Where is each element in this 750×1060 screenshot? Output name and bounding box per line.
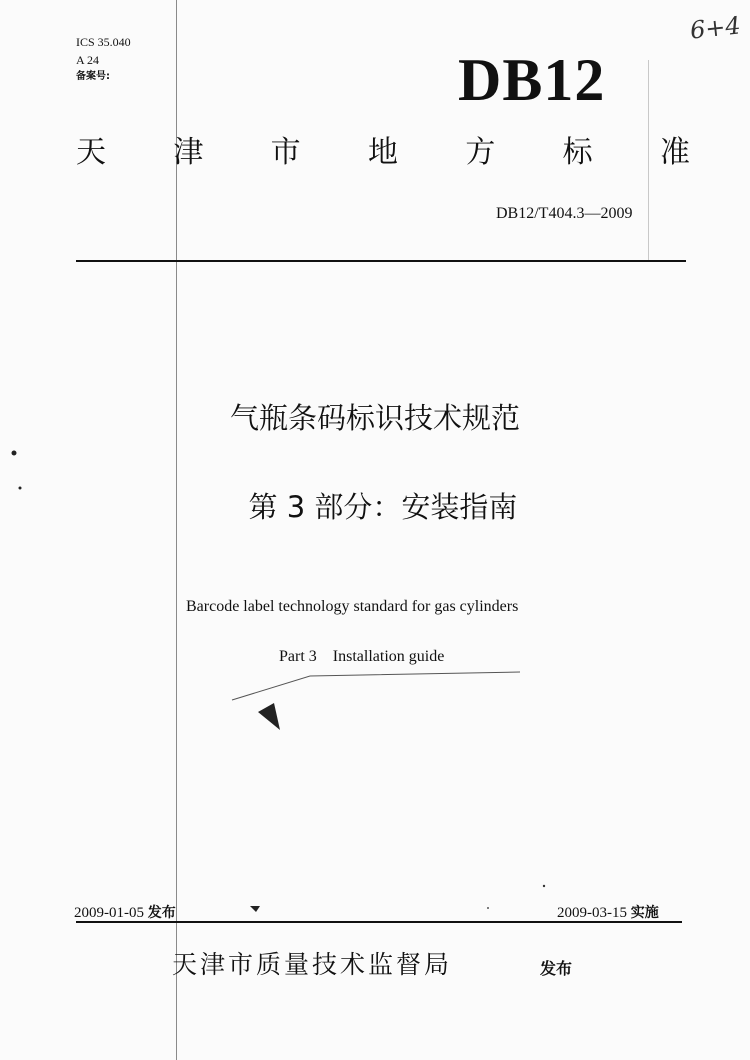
footer-divider xyxy=(76,921,682,923)
publisher-name: 天津市质量技术监督局 xyxy=(172,950,453,979)
ccs-code: A 24 xyxy=(76,53,100,67)
standard-type-char: 市 xyxy=(270,135,301,170)
standard-number: DB12/T404.3—2009 xyxy=(496,205,633,222)
standard-type-char: 天 xyxy=(76,135,106,170)
standard-type-char: 地 xyxy=(367,135,398,170)
title-cn: 气瓶条码标识技术规范 xyxy=(229,401,520,435)
part-number: Part 3 xyxy=(279,648,317,665)
implement-date-value: 2009-03-15 xyxy=(557,905,627,921)
standard-type-char: 方 xyxy=(465,135,496,170)
title-en: Barcode label technology standard for gas cylinders xyxy=(186,598,519,615)
publish-date xyxy=(74,902,176,922)
standard-type-char: 津 xyxy=(173,135,204,170)
ics-code: ICS 35.040 xyxy=(76,35,131,49)
publisher-label: 发布 xyxy=(540,959,573,978)
part-title: Installation guide xyxy=(332,648,445,665)
standard-prefix: DB12 xyxy=(458,47,606,113)
implement-date xyxy=(557,902,659,922)
handwritten-note: 6+4 xyxy=(688,11,742,45)
publish-date-value: 2009-01-05 xyxy=(74,905,144,921)
publish-label: 发布 xyxy=(147,905,176,921)
filing-number-label: 备案号: xyxy=(76,71,110,82)
standard-type-char: 准 xyxy=(659,135,690,170)
standard-type-char: 标 xyxy=(562,135,593,170)
subtitle-cn: 第 3 部分：安装指南 xyxy=(248,490,518,524)
implement-label: 实施 xyxy=(630,905,659,921)
